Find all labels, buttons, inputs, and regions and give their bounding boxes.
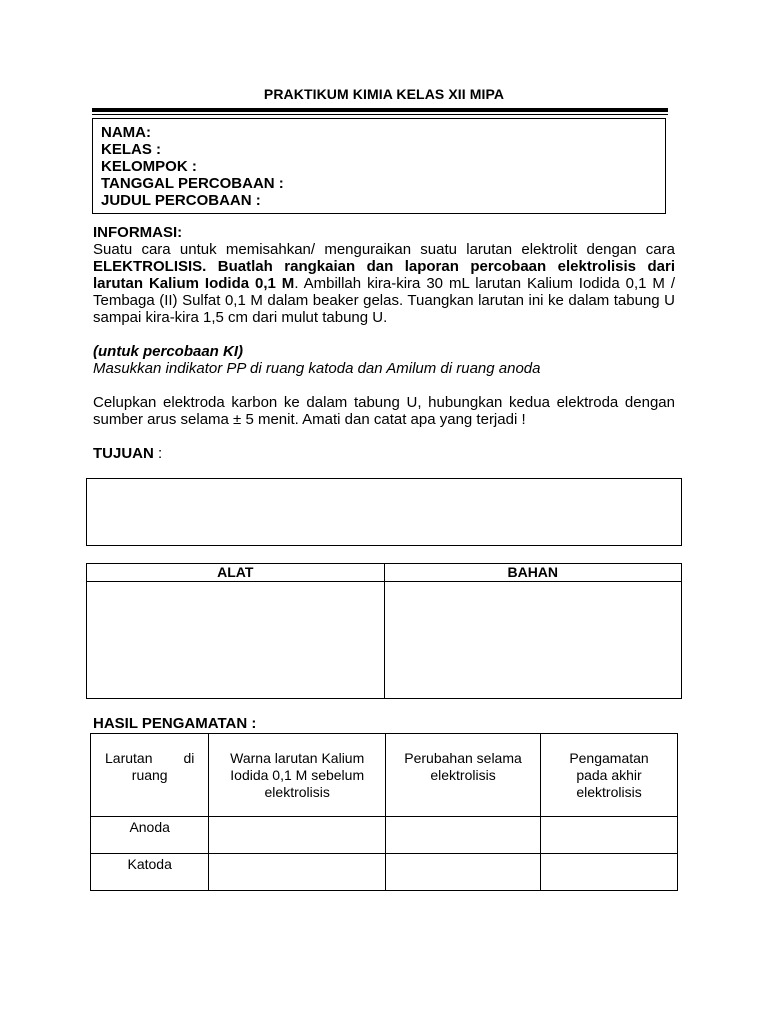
tujuan-label-text: TUJUAN (93, 445, 154, 462)
informasi-section (93, 224, 675, 462)
field-kelas: KELAS : (101, 141, 161, 158)
identity-box (92, 118, 666, 214)
hasil-header-perubahan-text: Perubahan selama elektrolisis (404, 750, 522, 783)
anoda-warna-cell[interactable] (209, 817, 386, 854)
informasi-paragraph (93, 241, 675, 326)
ki-heading: (untuk percobaan KI) (93, 343, 244, 360)
bahan-cell[interactable] (384, 582, 682, 699)
ki-text: Masukkan indikator PP di ruang katoda dan Amilum di ruang anoda (93, 360, 541, 377)
row-label-anoda: Anoda (91, 817, 209, 854)
katoda-warna-cell[interactable] (209, 854, 386, 891)
bahan-header: BAHAN (384, 564, 682, 582)
field-judul: JUDUL PERCOBAAN : (101, 192, 261, 209)
hasil-header-pengamatan (541, 734, 678, 817)
anoda-pengamatan-cell[interactable] (541, 817, 678, 854)
hasil-heading: HASIL PENGAMATAN : (93, 715, 257, 732)
row-label-katoda: Katoda (91, 854, 209, 891)
katoda-pengamatan-cell[interactable] (541, 854, 678, 891)
informasi-text-b: . Ambillah kira-kira 30 mL larutan Kalium Iodida 0,1 M / Tembaga (II) Sulfat 0,1 M dalam beaker gelas. Tuangkan larutan ini ke dalam tabung U sampai kira-kira 1,5 cm dari mulut tabung U. (93, 275, 676, 326)
field-tanggal: TANGGAL PERCOBAAN : (101, 175, 284, 192)
alat-header: ALAT (87, 564, 385, 582)
field-nama: NAMA: (101, 124, 151, 141)
anoda-perubahan-cell[interactable] (386, 817, 541, 854)
informasi-heading: INFORMASI: (93, 224, 183, 241)
hasil-header-larutan (91, 734, 209, 817)
field-kelompok: KELOMPOK : (101, 158, 197, 175)
informasi-text-bold: ELEKTROLISIS. Buatlah rangkaian dan laporan percobaan elektrolisis dari larutan Kalium Iodida 0,1 M (93, 258, 675, 292)
hasil-header-pengamatan-text: Pengamatan pada akhir elektrolisis (569, 750, 649, 800)
hasil-header-warna-text: Warna larutan Kalium Iodida 0,1 M sebelum elektrolisis (230, 750, 365, 800)
hasil-header-perubahan (386, 734, 541, 817)
tujuan-answer-box[interactable] (86, 478, 682, 546)
hasil-header-larutan-text: Larutan di ruang (105, 750, 195, 783)
alat-cell[interactable] (87, 582, 385, 699)
katoda-perubahan-cell[interactable] (386, 854, 541, 891)
page-title: PRAKTIKUM KIMIA KELAS XII MIPA (263, 86, 505, 102)
alat-bahan-table (86, 563, 682, 699)
hasil-table (90, 733, 678, 891)
procedure-paragraph: Celupkan elektroda karbon ke dalam tabung U, hubungkan kedua elektroda dengan sumber arus selama ± 5 menit. Amati dan catat apa yang terjadi ! (93, 394, 675, 428)
title-rule-thick (92, 108, 668, 112)
hasil-header-warna (209, 734, 386, 817)
tujuan-label (93, 445, 675, 462)
tujuan-colon: : (153, 445, 163, 462)
informasi-text-a: Suatu cara untuk memisahkan/ menguraikan suatu larutan elektrolit dengan cara (93, 241, 675, 258)
title-rule-thin (92, 114, 668, 115)
